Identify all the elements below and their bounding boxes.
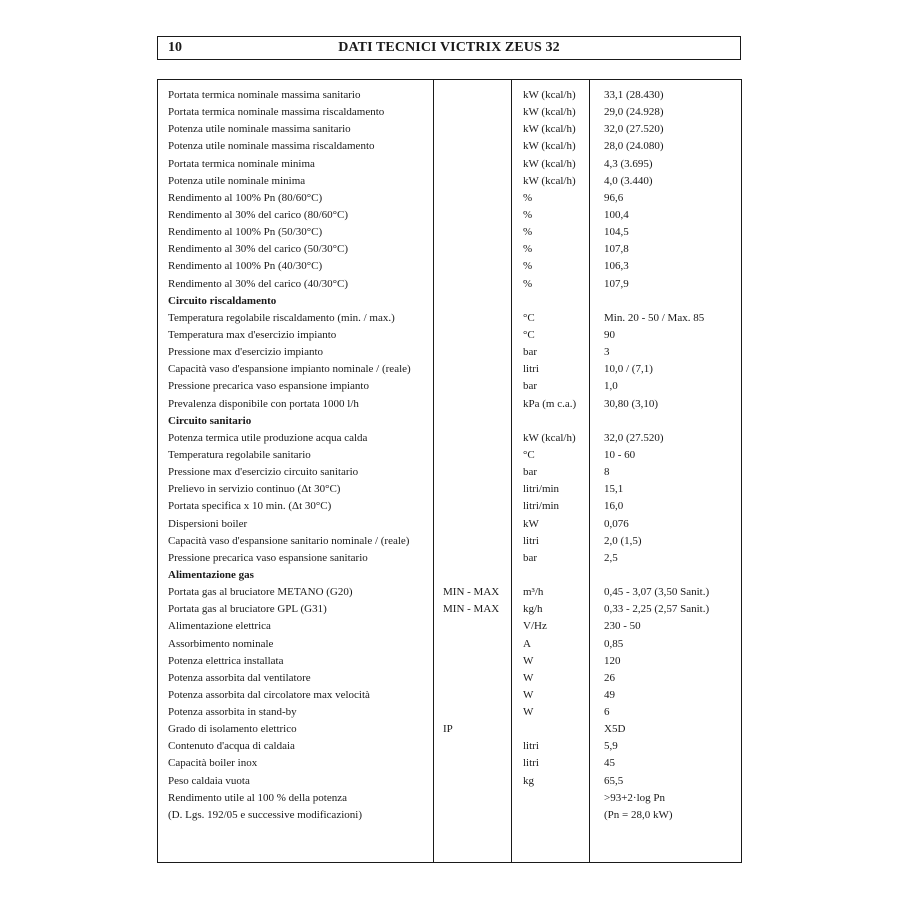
row-value: 6 <box>604 706 610 719</box>
row-label: Assorbimento nominale <box>168 637 274 650</box>
row-condition: MIN - MAX <box>443 603 500 616</box>
row-label: Rendimento al 100% Pn (40/30°C) <box>168 260 323 273</box>
row-value: 4,3 (3.695) <box>604 157 653 170</box>
row-label: Portata gas al bruciatore METANO (G20) <box>168 586 353 599</box>
table-row <box>158 241 741 258</box>
table-row <box>158 755 741 772</box>
table-row <box>158 361 741 378</box>
row-label: (D. Lgs. 192/05 e successive modificazioni) <box>168 808 362 821</box>
section-heading-row <box>158 413 741 430</box>
row-unit: kW (kcal/h) <box>523 89 576 101</box>
row-label: Rendimento al 30% del carico (50/30°C) <box>168 243 349 256</box>
table-row <box>158 138 741 155</box>
row-unit: W <box>523 688 534 701</box>
row-value: 26 <box>604 671 615 684</box>
row-unit: °C <box>523 311 535 324</box>
row-unit: litri/min <box>523 483 560 496</box>
row-value: 100,4 <box>604 208 629 221</box>
row-value: 0,33 - 2,25 (2,57 Sanit.) <box>604 603 710 616</box>
row-unit: bar <box>523 551 538 564</box>
table-row <box>158 618 741 635</box>
row-value: 106,3 <box>604 260 629 273</box>
row-value: 28,0 (24.080) <box>604 140 664 153</box>
row-value: 16,0 <box>604 500 624 513</box>
row-unit: % <box>523 226 533 239</box>
row-value: 29,0 (24.928) <box>604 106 664 119</box>
row-unit: % <box>523 191 533 204</box>
row-value: Min. 20 - 50 / Max. 85 <box>604 311 705 324</box>
table-row <box>158 738 741 755</box>
row-value: 32,0 (27.520) <box>604 431 664 444</box>
row-label: Potenza elettrica installata <box>168 654 284 667</box>
row-unit: W <box>523 654 534 667</box>
row-unit: kW (kcal/h) <box>523 174 576 187</box>
table-row <box>158 601 741 618</box>
row-value: 5,9 <box>604 740 618 753</box>
row-unit: kW (kcal/h) <box>523 431 576 444</box>
table-row <box>158 173 741 190</box>
table-row <box>158 721 741 738</box>
row-value: 15,1 <box>604 483 624 496</box>
row-label: Prelievo in servizio continuo (Δt 30°C) <box>168 483 341 496</box>
row-unit: V/Hz <box>523 620 547 633</box>
row-label: Rendimento al 100% Pn (80/60°C) <box>168 191 323 204</box>
row-value: 0,45 - 3,07 (3,50 Sanit.) <box>604 586 710 599</box>
row-unit: % <box>523 208 533 221</box>
row-label: Temperatura regolabile sanitario <box>168 448 311 461</box>
table-row <box>158 104 741 121</box>
row-unit: kg <box>523 774 534 787</box>
document-title: DATI TECNICI VICTRIX ZEUS 32 <box>338 40 560 55</box>
row-label: Potenza assorbita dal ventilatore <box>168 671 311 684</box>
table-row <box>158 378 741 395</box>
row-unit: bar <box>523 380 538 393</box>
row-unit: kW (kcal/h) <box>523 157 576 170</box>
technical-data-table <box>157 79 742 863</box>
table-row <box>158 653 741 670</box>
row-value: 107,9 <box>604 277 629 290</box>
row-label: Alimentazione gas <box>168 568 254 581</box>
row-label: Potenza utile nominale massima sanitario <box>168 123 351 136</box>
row-label: Capacità vaso d'espansione impianto nominale / (reale) <box>168 363 411 376</box>
row-value: 2,5 <box>604 551 618 564</box>
row-label: Circuito riscaldamento <box>168 294 277 307</box>
row-label: Portata termica nominale minima <box>168 157 315 170</box>
row-value: 120 <box>604 654 621 667</box>
page-number: 10 <box>168 40 182 55</box>
table-row <box>158 276 741 293</box>
row-value: 45 <box>604 757 615 770</box>
table-row <box>158 464 741 481</box>
row-label: Pressione max d'esercizio impianto <box>168 346 324 359</box>
row-unit: kW <box>523 517 539 530</box>
row-value: (Pn = 28,0 kW) <box>604 808 673 821</box>
section-heading-row <box>158 293 741 310</box>
row-unit: bar <box>523 466 538 479</box>
row-label: Contenuto d'acqua di caldaia <box>168 740 295 753</box>
table-row <box>158 121 741 138</box>
row-label: Prevalenza disponibile con portata 1000 l/h <box>168 397 359 410</box>
row-unit: W <box>523 671 534 684</box>
table-row <box>158 87 741 104</box>
table-rows <box>158 87 741 824</box>
table-row <box>158 773 741 790</box>
table-row <box>158 190 741 207</box>
row-condition: IP <box>443 723 453 736</box>
table-row <box>158 481 741 498</box>
row-unit: m³/h <box>523 586 544 599</box>
table-row <box>158 447 741 464</box>
row-value: X5D <box>604 723 626 736</box>
page-header <box>157 36 741 60</box>
section-heading-row <box>158 567 741 584</box>
row-value: 3 <box>604 346 610 359</box>
row-label: Rendimento al 30% del carico (80/60°C) <box>168 208 349 221</box>
table-row <box>158 516 741 533</box>
table-row <box>158 396 741 413</box>
table-row <box>158 327 741 344</box>
row-label: Potenza termica utile produzione acqua calda <box>168 431 368 444</box>
table-row <box>158 807 741 824</box>
row-unit: kg/h <box>523 603 543 616</box>
table-row <box>158 550 741 567</box>
row-value: 32,0 (27.520) <box>604 123 664 136</box>
row-unit: °C <box>523 328 535 341</box>
row-unit: kW (kcal/h) <box>523 106 576 119</box>
row-value: 0,85 <box>604 637 624 650</box>
table-row <box>158 156 741 173</box>
row-label: Capacità boiler inox <box>168 757 258 770</box>
row-unit: % <box>523 243 533 256</box>
table-row <box>158 498 741 515</box>
row-label: Rendimento al 30% del carico (40/30°C) <box>168 277 349 290</box>
row-label: Grado di isolamento elettrico <box>168 723 297 736</box>
row-unit: A <box>523 637 531 650</box>
row-label: Rendimento al 100% Pn (50/30°C) <box>168 226 323 239</box>
row-label: Alimentazione elettrica <box>168 620 271 633</box>
row-unit: kW (kcal/h) <box>523 123 576 136</box>
row-unit: litri <box>523 757 539 770</box>
table-row <box>158 790 741 807</box>
row-label: Circuito sanitario <box>168 414 252 427</box>
row-unit: litri/min <box>523 500 560 513</box>
table-row <box>158 704 741 721</box>
row-value: 33,1 (28.430) <box>604 89 664 101</box>
table-row <box>158 224 741 241</box>
row-unit: kW (kcal/h) <box>523 140 576 153</box>
row-value: 4,0 (3.440) <box>604 174 653 187</box>
row-value: 96,6 <box>604 191 624 204</box>
row-label: Dispersioni boiler <box>168 517 248 530</box>
table-row <box>158 670 741 687</box>
row-label: Temperatura regolabile riscaldamento (min. / max.) <box>168 311 395 324</box>
table-row <box>158 258 741 275</box>
row-unit: kPa (m c.a.) <box>523 397 577 410</box>
row-label: Peso caldaia vuota <box>168 774 250 787</box>
row-value: 107,8 <box>604 243 629 256</box>
row-value: >93+2·log Pn <box>604 791 665 804</box>
row-value: 230 - 50 <box>604 620 641 633</box>
table-row <box>158 636 741 653</box>
row-unit: litri <box>523 363 539 376</box>
row-value: 30,80 (3,10) <box>604 397 659 410</box>
row-unit: bar <box>523 346 538 359</box>
row-label: Temperatura max d'esercizio impianto <box>168 328 337 341</box>
table-row <box>158 584 741 601</box>
row-label: Rendimento utile al 100 % della potenza <box>168 791 348 804</box>
row-label: Pressione precarica vaso espansione impianto <box>168 380 369 393</box>
row-value: 65,5 <box>604 774 624 787</box>
table-row <box>158 430 741 447</box>
row-label: Portata gas al bruciatore GPL (G31) <box>168 603 327 616</box>
row-label: Potenza utile nominale massima riscaldamento <box>168 140 375 153</box>
row-label: Pressione max d'esercizio circuito sanitario <box>168 466 359 479</box>
row-unit: litri <box>523 740 539 753</box>
table-row <box>158 310 741 327</box>
row-value: 2,0 (1,5) <box>604 534 642 547</box>
table-row <box>158 207 741 224</box>
row-label: Potenza assorbita in stand-by <box>168 706 297 719</box>
row-value: 0,076 <box>604 517 629 530</box>
row-value: 49 <box>604 688 615 701</box>
row-label: Portata termica nominale massima riscaldamento <box>168 106 385 119</box>
row-unit: W <box>523 706 534 719</box>
row-label: Portata specifica x 10 min. (Δt 30°C) <box>168 500 332 513</box>
row-unit: litri <box>523 534 539 547</box>
row-value: 10,0 / (7,1) <box>604 363 653 376</box>
row-value: 90 <box>604 328 615 341</box>
table-row <box>158 344 741 361</box>
row-label: Potenza assorbita dal circolatore max velocità <box>168 688 370 701</box>
row-condition: MIN - MAX <box>443 586 500 599</box>
row-label: Pressione precarica vaso espansione sanitario <box>168 551 368 564</box>
row-unit: % <box>523 260 533 273</box>
row-unit: % <box>523 277 533 290</box>
row-label: Portata termica nominale massima sanitario <box>168 89 361 101</box>
table-row <box>158 687 741 704</box>
row-value: 10 - 60 <box>604 448 636 461</box>
row-value: 104,5 <box>604 226 629 239</box>
row-value: 8 <box>604 466 610 479</box>
row-unit: °C <box>523 448 535 461</box>
row-label: Potenza utile nominale minima <box>168 174 306 187</box>
row-label: Capacità vaso d'espansione sanitario nominale / (reale) <box>168 534 410 547</box>
table-row <box>158 533 741 550</box>
row-value: 1,0 <box>604 380 618 393</box>
